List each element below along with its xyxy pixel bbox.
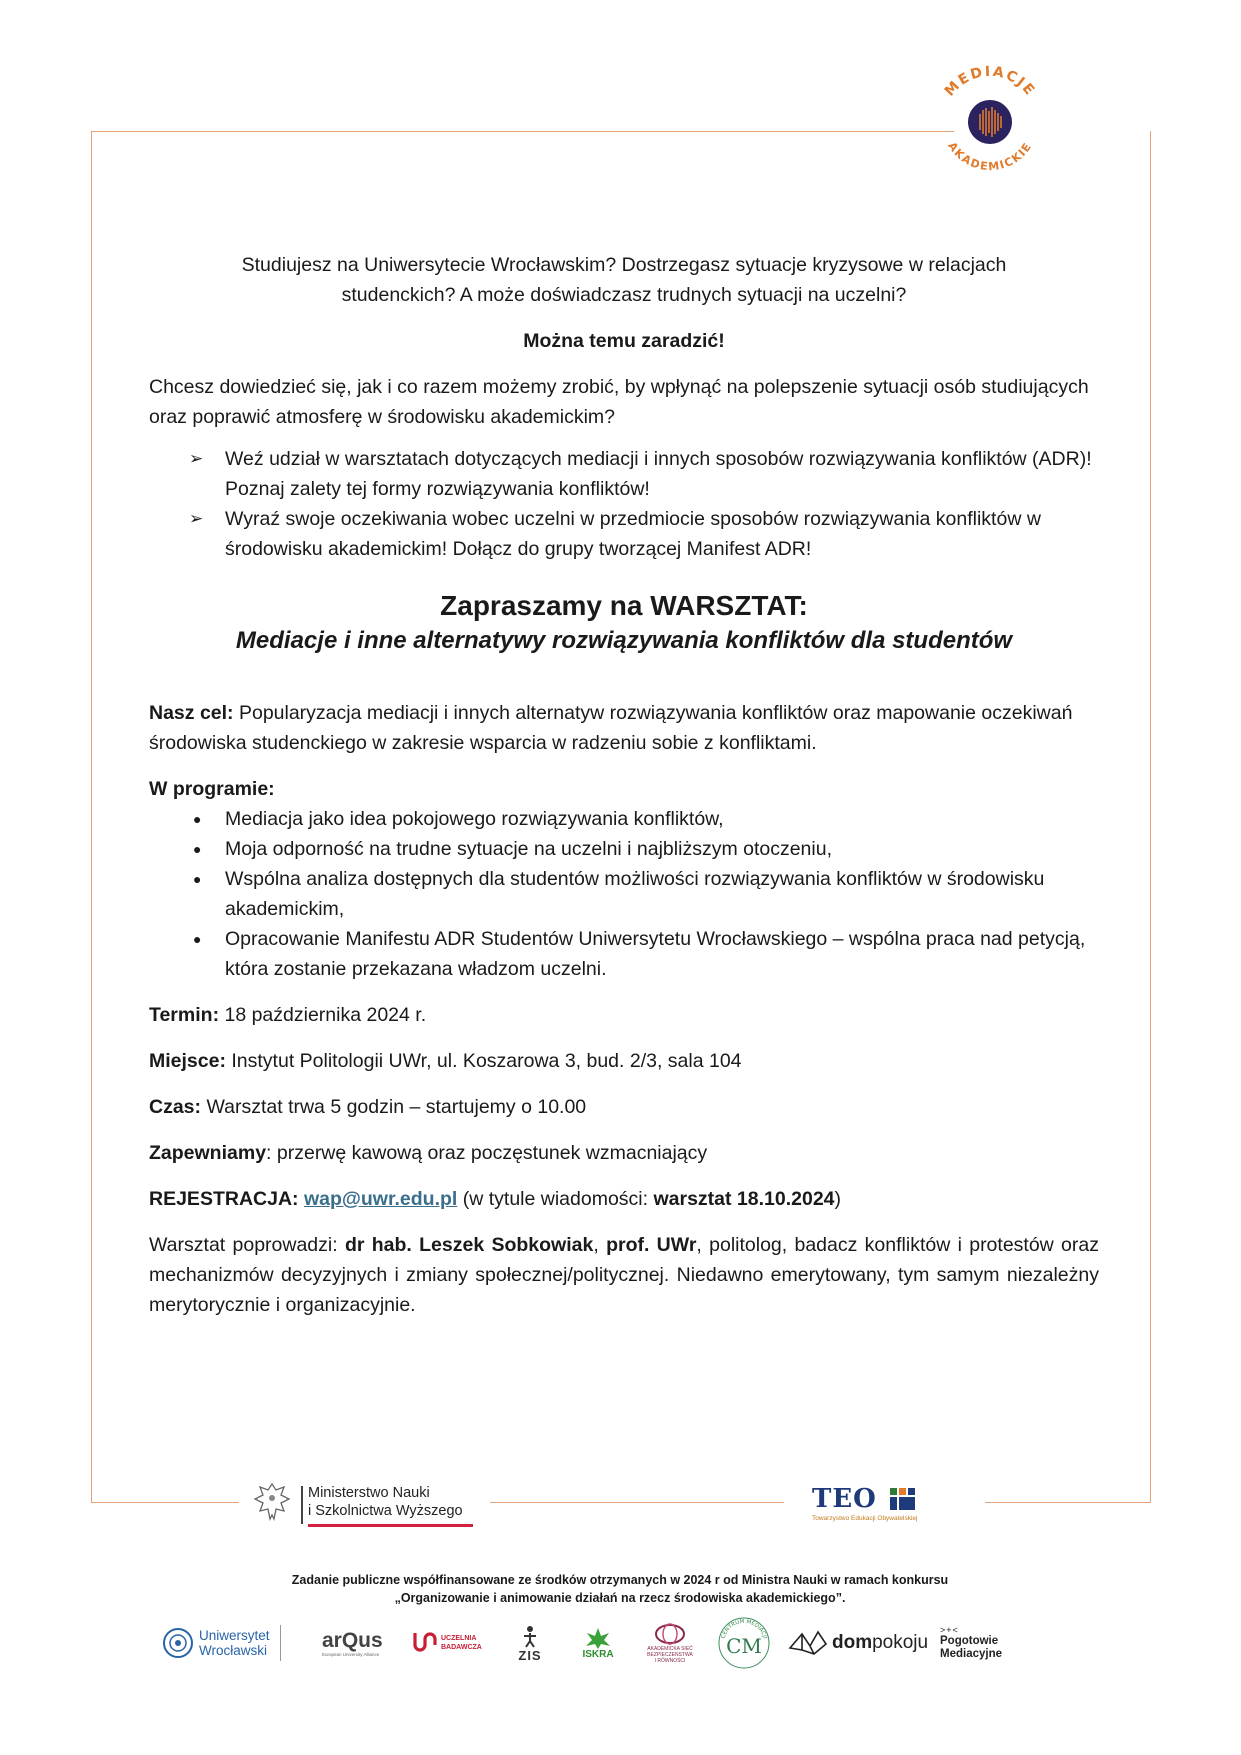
spark-icon [585,1627,611,1649]
partner-logos [160,1615,1090,1675]
registration-email-link[interactable]: wap@uwr.edu.pl [303,1188,458,1210]
frame-line-left [91,131,92,1502]
uwr-logo: Uniwersytet Wrocławski [162,1615,292,1671]
ministry-line-1: Ministerstwo Nauki [308,1485,430,1501]
host-paragraph: Warsztat poprowadzi: dr hab. Leszek Sobkowiak, prof. UWr, politolog, badacz konfliktów i protestów oraz mechanizmów decyzyjnych i zmiany społecznej/politycznej. Niedawno emerytowany, tym samym niezależny merytorycznie i organizacyjnie. [149,1234,1099,1316]
teo-grid-icon [890,1488,916,1510]
badge-center [968,100,1012,144]
workshop-subtitle: Mediacje i inne alternatywy rozwiązywania konfliktów dla studentów [235,627,1013,654]
list-item: ➢ Weź udział w warsztatach dotyczących mediacji i innych sposobów rozwiązywania konfliktów (ADR)! Poznaj zalety tej formy rozwiązywania konfliktów! [149,444,1099,504]
eagle-icon [252,1480,292,1532]
provide-line: Zapewniamy: przerwę kawową oraz poczęstunek wzmacniający [149,1142,708,1164]
person-icon [518,1624,542,1648]
frame-line-bottom [91,1502,239,1503]
frame-line-bottom [490,1502,784,1503]
bullet-icon: ● [193,871,202,887]
program-list [149,804,1099,984]
bullet-icon: ● [193,811,202,827]
arqus-logo: arQus European University Alliance [322,1628,383,1657]
intro-paragraph: Chcesz dowiedzieć się, jak i co razem możemy zrobić, by wpłynąć na polepszenie sytuacji osób studiujących oraz poprawić atmosferę w środowisku akademickim? [149,376,1089,428]
teo-name: TEO [812,1484,877,1514]
teo-logo [812,1484,950,1524]
centrum-mediacji-logo [712,1615,776,1671]
list-item: ● Mediacja jako idea pokojowego rozwiązywania konfliktów, [149,804,1099,834]
time-line: Czas: Warsztat trwa 5 godzin – startujemy o 10.00 [149,1096,587,1118]
frame-line-right [1150,131,1151,1502]
bullet-icon: ● [193,931,202,947]
ub-mark-icon [412,1630,438,1656]
intro-bold: Można temu zaradzić! [523,330,725,352]
date-line: Termin: 18 października 2024 r. [149,1004,427,1026]
dove-icon [788,1628,828,1658]
list-item: ● Opracowanie Manifestu ADR Studentów Uniwersytetu Wrocławskiego – wspólna praca nad petycją, która zostanie przekazana władzom uczelni. [149,924,1099,984]
badge-top-text: MEDIACJE [941,63,1039,100]
list-item: ● Moja odporność na trudne sytuacje na uczelni i najbliższym otoczeniu, [149,834,1099,864]
list-item: ● Wspólna analiza dostępnych dla studentów możliwości rozwiązywania konfliktów w środowisku akademickim, [149,864,1099,924]
svg-text:CM: CM [726,1634,762,1658]
pogotowie-mediacyjne-logo: >+< Pogotowie Mediacyjne [940,1625,1002,1660]
funding-note: Zadanie publiczne współfinansowane ze środków otrzymanych w 2024 r od Ministra Nauki w ramach konkursu „Organizowanie i animowanie działań na rzecz środowiska akademickiego”. [291,1573,949,1605]
badge-bottom-text: AKADEMICKIE [945,139,1035,174]
svg-text:CENTRUM MEDIACJI: CENTRUM MEDIACJI [720,1618,768,1640]
ministry-line-2: i Szkolnictwa Wyższego [308,1503,463,1519]
mediacje-akademickie-logo [928,60,1052,184]
place-line: Miejsce: Instytut Politologii UWr, ul. Koszarowa 3, bud. 2/3, sala 104 [149,1050,742,1072]
logo-divider [301,1486,303,1524]
arrow-list [149,444,1099,564]
arrow-bullet-icon: ➢ [189,509,204,528]
bullet-icon: ● [193,841,202,857]
pogotowie-arrows-icon: >+< [940,1625,959,1635]
uwr-seal-icon [162,1627,194,1659]
zis-logo: ZIS [500,1615,560,1671]
goal-paragraph: Nasz cel: Popularyzacja mediacji i innych alternatyw rozwiązywania konfliktów oraz mapowanie oczekiwań środowiska studenckiego w zakresie wsparcia w radzeniu sobie z konfliktami. [149,702,1073,754]
frame-line-top [91,131,954,132]
akademicka-siec-logo: AKADEMICKA SIEĆ BEZPIECZEŃSTWA I RÓWNOŚCI [634,1615,706,1671]
program-label: W programie: [149,778,275,800]
workshop-heading: Zapraszamy na WARSZTAT: [440,590,808,621]
ministry-red-stripe [308,1524,473,1527]
frame-line-bottom [985,1502,1151,1503]
registration-line: REJESTRACJA: wap@uwr.edu.pl (w tytule wiadomości: warsztat 18.10.2024) [149,1188,842,1210]
flyer-content [149,250,1099,1320]
list-item: ➢ Wyraź swoje oczekiwania wobec uczelni w przedmiocie sposobów rozwiązywania konfliktów w środowisku akademickim! Dołącz do grupy tworzącej Manifest ADR! [149,504,1099,564]
dompokoju-logo: dompokoju [788,1615,930,1671]
arrow-bullet-icon: ➢ [189,449,204,468]
iskra-logo: ISKRA [570,1615,626,1671]
ministry-logo [252,1478,482,1534]
uczelnia-badawcza-logo: UCZELNIA BADAWCZA [412,1615,492,1671]
intro-question: Studiujesz na Uniwersytecie Wrocławskim? Dostrzegasz sytuacje kryzysowe w relacjach studenckich? A może doświadczasz trudnych sytuacji na uczelni? [241,254,1007,306]
ring-icon [653,1622,687,1646]
teo-subtitle: Towarzystwo Edukacji Obywatelskiej [812,1515,918,1522]
